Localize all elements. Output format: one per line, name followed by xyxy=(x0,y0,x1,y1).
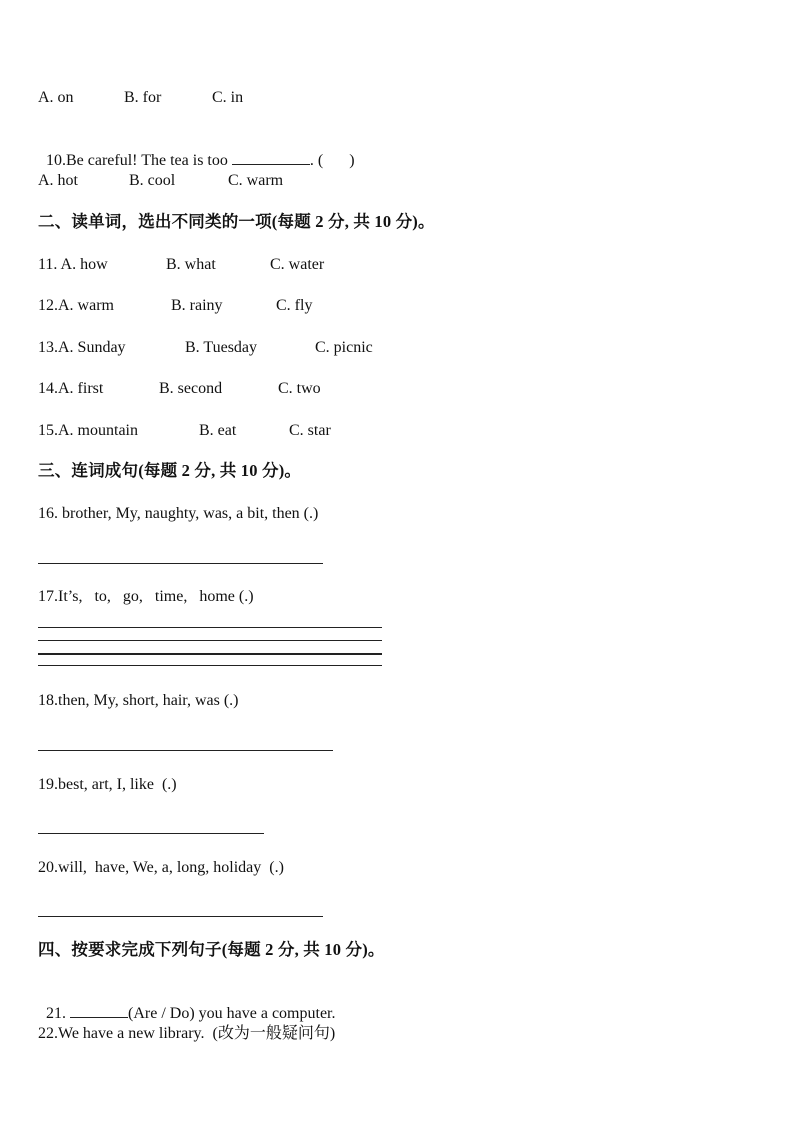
section-2-heading: 二、读单词，选出不同类的一项(每题 2 分, 共 10 分)。 xyxy=(38,212,435,231)
q12-option-b: B. rainy xyxy=(171,297,223,314)
q17-answer-line-1[interactable] xyxy=(38,627,382,628)
q9-option-b: B. for xyxy=(124,89,162,106)
q10-text: 10.Be careful! The tea is too xyxy=(46,152,232,169)
q16-answer-line[interactable] xyxy=(38,563,323,564)
section-3-heading: 三、连词成句(每题 2 分, 共 10 分)。 xyxy=(38,461,302,480)
question-16: 16. brother, My, naughty, was, a bit, then (.) xyxy=(38,505,319,522)
q13-option-b: B. Tuesday xyxy=(185,339,258,356)
question-17: 17.It’s, to, go, time, home (.) xyxy=(38,588,254,605)
question-21 xyxy=(38,983,335,1024)
q10-suffix: . ( xyxy=(309,152,324,169)
q17-answer-line-3[interactable] xyxy=(38,653,382,655)
q14-option-b: B. second xyxy=(159,380,223,397)
q17-answer-line-2[interactable] xyxy=(38,640,382,641)
q12-option-a: 12.A. warm xyxy=(38,297,114,314)
q13-option-a: 13.A. Sunday xyxy=(38,339,126,356)
q12-option-c: C. fly xyxy=(276,297,313,314)
q15-option-c: C. star xyxy=(289,422,331,439)
q19-answer-line[interactable] xyxy=(38,833,264,834)
section-4-heading: 四、按要求完成下列句子(每题 2 分, 共 10 分)。 xyxy=(38,940,385,959)
q10-close: ) xyxy=(349,152,355,169)
q21-number: 21. xyxy=(46,1005,70,1022)
q10-option-b: B. cool xyxy=(129,172,176,189)
q10-option-c: C. warm xyxy=(228,172,284,189)
q11-option-c: C. water xyxy=(270,256,325,273)
q20-answer-line[interactable] xyxy=(38,916,323,917)
question-19: 19.best, art, I, like (.) xyxy=(38,776,177,793)
q10-option-a: A. hot xyxy=(38,172,78,189)
question-18: 18.then, My, short, hair, was (.) xyxy=(38,692,239,709)
question-22: 22.We have a new library. (改为一般疑问句) xyxy=(38,1025,336,1042)
q18-answer-line[interactable] xyxy=(38,750,333,751)
q9-option-c: C. in xyxy=(212,89,244,106)
question-10 xyxy=(38,130,355,171)
q13-option-c: C. picnic xyxy=(315,339,373,356)
q15-option-a: 15.A. mountain xyxy=(38,422,138,439)
q9-option-a: A. on xyxy=(38,89,74,106)
q10-blank[interactable] xyxy=(232,150,310,165)
q21-text: (Are / Do) you have a computer. xyxy=(128,1005,336,1022)
q11-option-b: B. what xyxy=(166,256,216,273)
q14-option-a: 14.A. first xyxy=(38,380,104,397)
q21-blank[interactable] xyxy=(70,1003,128,1018)
question-20: 20.will, have, We, a, long, holiday (.) xyxy=(38,859,284,876)
q14-option-c: C. two xyxy=(278,380,321,397)
q15-option-b: B. eat xyxy=(199,422,237,439)
q17-answer-line-4[interactable] xyxy=(38,665,382,666)
q11-option-a: 11. A. how xyxy=(38,256,108,273)
